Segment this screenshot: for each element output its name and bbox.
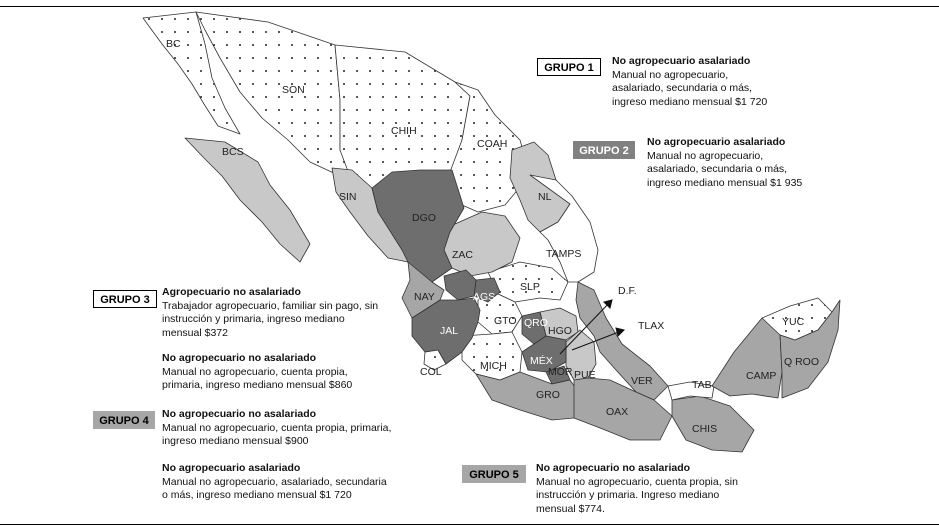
grupo-3-badge: GRUPO 3 [93,290,157,308]
grupo-4-description-2 [162,462,422,503]
label-gro: GRO [536,389,560,401]
grupo-4-line-2: Manual no agropecuario, asalariado, secundaria [162,475,387,488]
label-oax: OAX [606,406,629,418]
label-mex: MÉX [530,355,553,367]
label-ver: VER [631,375,653,387]
label-nl: NL [538,191,552,203]
label-col: COL [420,366,442,378]
grupo-2-description [647,136,847,190]
grupo-3-line: mensual $372 [162,326,228,339]
grupo-1-line: Manual no agropecuario, [612,68,729,81]
label-mich: MICH [480,360,507,372]
tlax-pointer-arrow [616,328,624,336]
grupo-5-badge: GRUPO 5 [462,465,526,483]
label-tlax: TLAX [638,320,665,332]
state-camp [712,318,782,398]
label-slp: SLP [520,281,540,293]
grupo-4-line: Manual no agropecuario, cuenta propia, primaria, [162,421,392,434]
label-camp: CAMP [746,370,777,382]
grupo-2-badge: GRUPO 2 [573,141,635,159]
label-qro: QRO [524,317,548,329]
grupo-4-description [162,408,422,449]
grupo-5-line: instrucción y primaria. Ingreso mediano [536,489,720,501]
label-dgo: DGO [412,212,436,224]
grupo-4-heading: No agropecuario no asalariado [162,408,317,420]
label-jal: JAL [440,325,459,337]
grupo-1-badge: GRUPO 1 [537,58,601,76]
label-sin: SIN [339,191,357,203]
label-hgo: HGO [548,325,572,337]
grupo-3-line-2: Manual no agropecuario, cuenta propia, [162,365,348,378]
grupo-3-line-2: primaria, ingreso mediano mensual $860 [162,379,353,391]
grupo-4-line: ingreso mediano mensual $900 [162,435,309,447]
grupo-3-line: Trabajador agropecuario, familiar sin pago, sin [162,299,379,312]
label-chih: CHIH [391,125,417,137]
grupo-1-description [612,55,802,109]
grupo-2-line: asalariado, secundaria o más, [647,163,788,175]
grupo-1-line: ingreso mediano mensual $1 720 [612,95,768,108]
grupo-2-line: ingreso mediano mensual $1 935 [647,176,803,189]
label-zac: ZAC [452,249,473,261]
label-tamps: TAMPS [546,248,582,260]
label-gto: GTO [494,315,517,327]
grupo-2-line: Manual no agropecuario, [647,149,764,162]
label-nay: NAY [414,291,435,303]
grupo-3-line: instrucción y primaria, ingreso mediano [162,313,345,325]
grupo-2-heading: No agropecuario asalariado [647,136,786,148]
label-pue: PUE [574,369,596,381]
grupo-5-line: mensual $774. [536,502,605,515]
grupo-4-badge: GRUPO 4 [93,411,155,429]
grupo-1-heading: No agropecuario asalariado [612,55,751,67]
label-ags: AGS [473,291,496,303]
grupo-5-line: Manual no agropecuario, cuenta propia, sin [536,475,738,488]
grupo-5-description [536,462,776,516]
grupo-1-line: asalariado, secundaria o más, [612,82,753,94]
label-bcs: BCS [222,146,244,158]
grupo-5-heading: No agropecuario no asalariado [536,462,691,474]
label-coah: COAH [477,138,508,150]
label-mor: MOR [548,366,573,378]
grupo-3-heading: Agropecuario no asalariado [162,286,301,298]
label-tab: TAB [692,379,712,391]
label-chis: CHIS [692,423,718,435]
grupo-4-line-2: o más, ingreso mediano mensual $1 720 [162,489,352,501]
label-df: D.F. [618,285,637,297]
state-bcs [185,138,310,262]
label-qroo: Q ROO [784,356,820,368]
grupo-3-description [162,286,410,340]
grupo-4-heading-2: No agropecuario asalariado [162,462,301,474]
label-son: SON [282,84,305,96]
grupo-3-description-2 [162,352,410,393]
label-yuc: YUC [782,316,805,328]
label-bc: BC [166,38,181,50]
grupo-3-heading-2: No agropecuario no asalariado [162,352,317,364]
